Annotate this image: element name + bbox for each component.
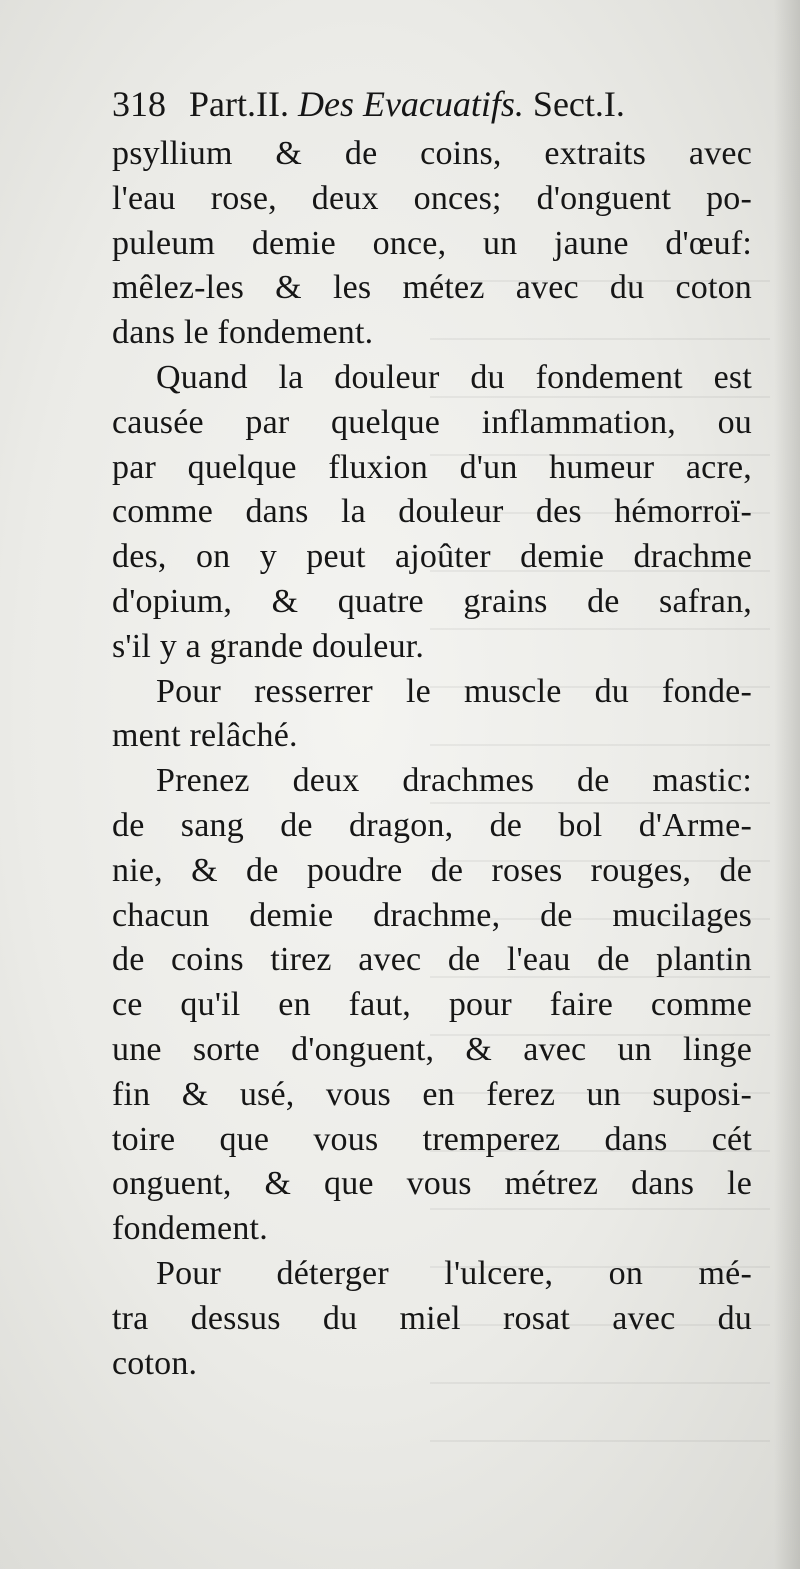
text-line: toire que vous tremperez dans cét <box>112 1120 752 1158</box>
text-line: tra dessus du miel rosat avec du <box>112 1299 752 1337</box>
text-line: psyllium & de coins, extraits avec <box>112 135 752 172</box>
text-line: l'eau rose, deux onces; d'onguent po- <box>112 179 752 217</box>
text-line: comme dans la douleur des hémorroï- <box>112 493 752 531</box>
page-number: 318 <box>112 84 166 124</box>
text-line: de coins tirez avec de l'eau de plantin <box>112 941 752 979</box>
section-label: Sect.I. <box>532 84 625 124</box>
text-line: puleum demie once, un jaune d'œuf: <box>112 224 752 262</box>
text-line: des, on y peut ajoûter demie drachme <box>112 538 752 576</box>
body-text <box>112 132 752 1386</box>
running-title: Des Evacuatifs. <box>297 84 524 124</box>
text-line: par quelque fluxion d'un humeur acre, <box>112 448 752 486</box>
text-line: s'il y a grande douleur. <box>112 627 425 665</box>
text-line: une sorte d'onguent, & avec un linge <box>112 1030 752 1068</box>
text-line: causée par quelque inflammation, ou <box>112 403 752 441</box>
text-line: Prenez deux drachmes de mastic: <box>156 762 752 800</box>
running-header <box>112 82 752 126</box>
text-line: ce qu'il en faut, pour faire comme <box>112 986 752 1024</box>
text-line: mêlez-les & les métez avec du coton <box>112 269 752 307</box>
text-line: chacun demie drachme, de mucilages <box>112 896 752 934</box>
text-line: Pour resserrer le muscle du fonde- <box>156 672 752 710</box>
text-line: fin & usé, vous en ferez un suposi- <box>112 1075 752 1113</box>
text-line: Pour déterger l'ulcere, on mé- <box>156 1254 752 1292</box>
text-line: nie, & de poudre de roses rouges, de <box>112 851 752 889</box>
part-label: Part.II. <box>189 84 289 124</box>
text-line: ment relâché. <box>112 717 298 755</box>
text-line: coton. <box>112 1344 198 1382</box>
page-edge-shadow <box>774 0 800 1569</box>
text-line: dans le fondement. <box>112 314 374 352</box>
text-line: d'opium, & quatre grains de safran, <box>112 582 752 620</box>
text-line: onguent, & que vous métrez dans le <box>112 1165 752 1203</box>
text-line: de sang de dragon, de bol d'Arme- <box>112 806 752 844</box>
text-line: Quand la douleur du fondement est <box>156 358 752 396</box>
text-line: fondement. <box>112 1210 268 1248</box>
